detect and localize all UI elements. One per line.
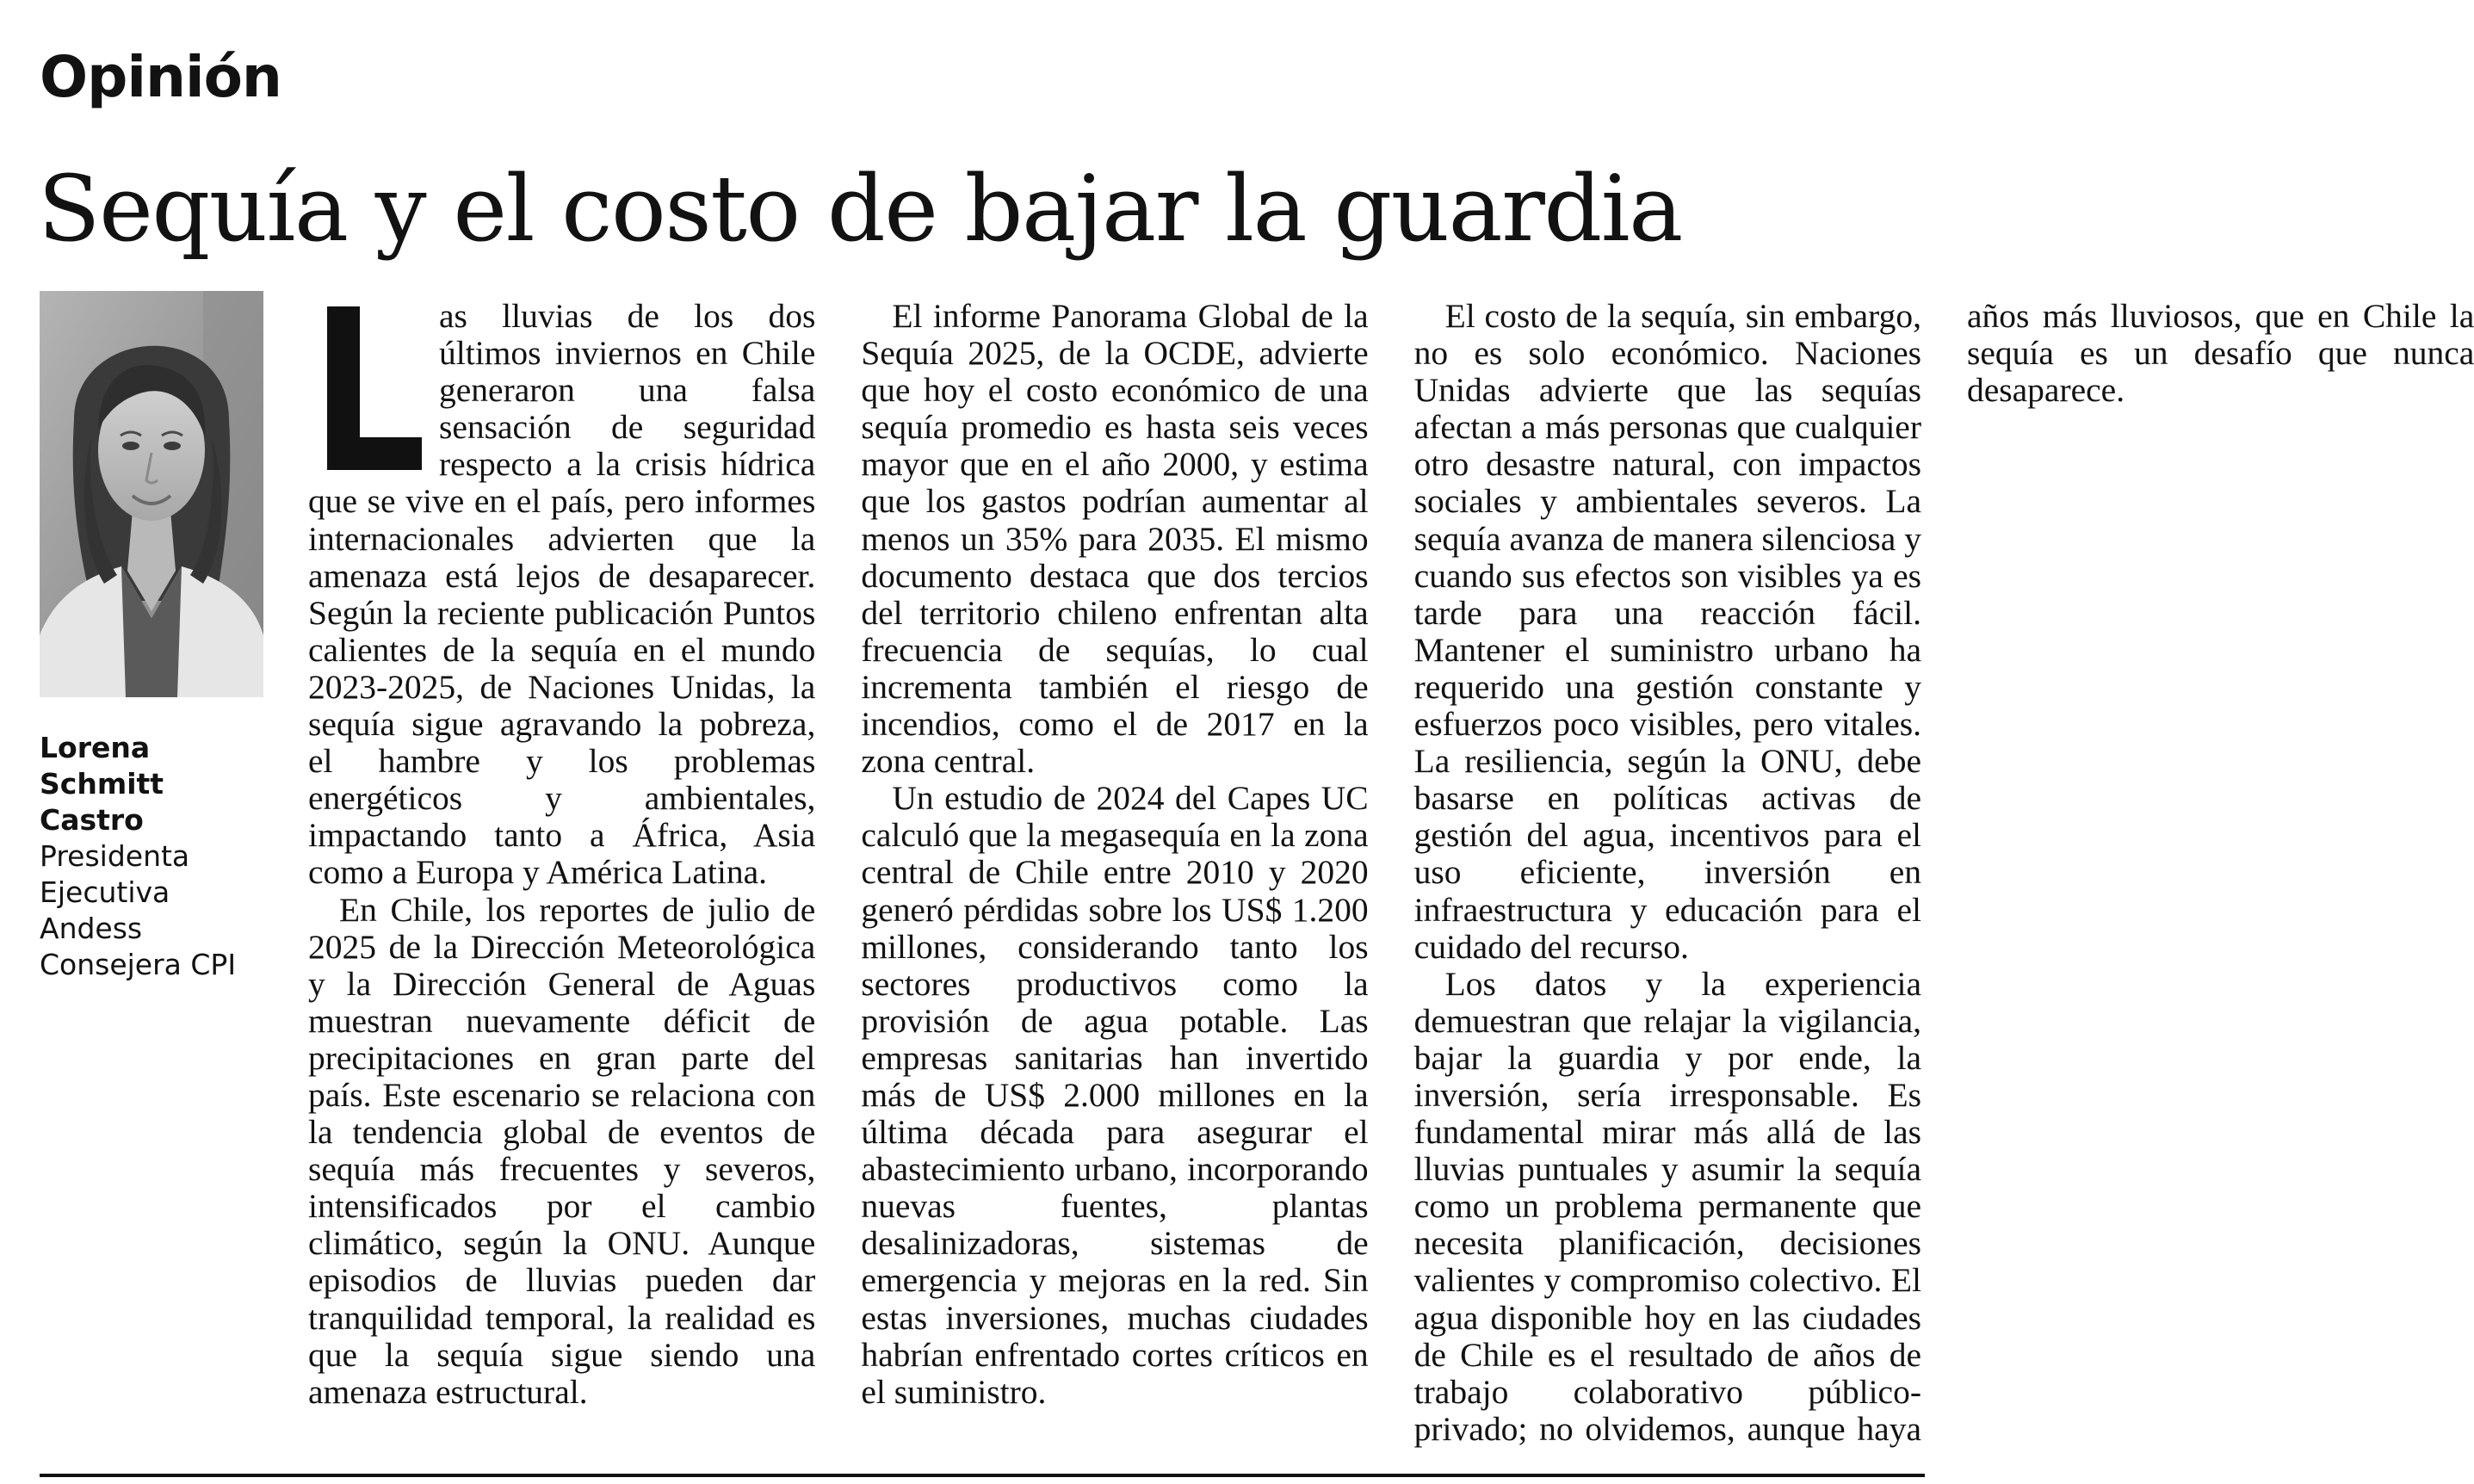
drop-cap-glyph: [327, 306, 422, 470]
article-paragraph: El costo de la sequía, sin embargo, no es solo económico. Naciones Unidas advierte que las sequías afectan a más personas que cualquier otro desastre natural, con impactos sociales y ambientales severos. La sequía avanza de manera silenciosa y cuando sus efectos son visibles ya es tarde para una reacción fácil. Mantener el suministro urbano ha requerido una gestión constante y esfuerzos poco visibles, pero vitales. La resiliencia, según la ONU, debe basarse en políticas activas de gestión del agua, incentivos para el uso eficiente, inversión en infraestructura y educación para el cuidado del recurso.: [1413, 297, 1921, 966]
article-paragraph: as lluvias de los dos últimos inviernos en Chile generaron una falsa sensación de seguridad respecto a la crisis hídrica que se vive en el país, pero informes internacionales advierten que la amenaza está lejos de desaparecer. Según la reciente publicación Puntos calientes de la sequía en el mundo 2023-2025, de Naciones Unidas, la sequía sigue agravando la pobreza, el hambre y los problemas energéticos y ambientales, impactando tanto a África, Asia como a Europa y América Latina.: [308, 297, 816, 892]
drop-cap-letter: [308, 298, 309, 299]
article-paragraph: Un estudio de 2024 del Capes UC calculó que la megasequía en la zona central de Chile entre 2010 y 2020 generó pérdidas sobre los US$ 1.200 millones, considerando tanto los sectores productivos como la provisión de agua potable. Las empresas sanitarias han invertido más de US$ 2.000 millones en la última década para asegurar el abastecimiento urbano, incorporando nuevas fuentes, plantas desalinizadoras, sistemas de emergencia y mejoras en la red. Sin estas inversiones, muchas ciudades habrían enfrentado cortes críticos en el suministro.: [861, 779, 1369, 1411]
author-name-line: Castro: [40, 803, 144, 837]
author-byline: [40, 730, 265, 983]
article-paragraph: En Chile, los reportes de julio de 2025 de la Dirección Meteorológica y la Dirección General de Aguas muestran nuevamente déficit de precipitaciones en gran parte del país. Este escenario se relaciona con la tendencia global de eventos de sequía más frecuentes y severos, intensificados por el cambio climático, según la ONU. Aunque episodios de lluvias pueden dar tranquilidad temporal, la realidad es que la sequía sigue siendo una amenaza estructural.: [308, 890, 816, 1411]
article-body: [308, 297, 2474, 1450]
article-paragraph: Los datos y la experiencia demuestran que relajar la vigilancia, bajar la guardia y por ende, la inversión, sería irresponsable. Es fundamental mirar más allá de las lluvias puntuales y asumir la sequía como un problema permanente que necesita planificación, decisiones valientes y compromiso colectivo. El agua disponible hoy en las ciudades de Chile es el resultado de años de trabajo colaborativo público-privado; no olvidemos, aunque haya años más lluviosos, que en Chile la sequía es un desafío que nunca desaparece.: [1413, 297, 2474, 1448]
author-role-line: Consejera CPI: [40, 948, 237, 981]
author-name-line: Schmitt: [40, 767, 164, 801]
bottom-rule: [40, 1474, 1925, 1477]
section-label: Opinión: [40, 44, 281, 110]
headline: Sequía y el costo de bajar la guardia: [38, 156, 1682, 262]
author-role-line: Ejecutiva: [40, 875, 170, 909]
author-role-line: Andess: [40, 912, 143, 945]
article-paragraph: El informe Panorama Global de la Sequía 2025, de la OCDE, advierte que hoy el costo económico de una sequía promedio es hasta seis veces mayor que en el año 2000, y estima que los gastos podrían aumentar al menos un 35% para 2035. El mismo documento destaca que dos tercios del territorio chileno enfrentan alta frecuencia de sequías, lo cual incrementa también el riesgo de incendios, como el de 2017 en la zona central.: [861, 297, 1369, 781]
author-name-line: Lorena: [40, 731, 151, 764]
author-role-line: Presidenta: [40, 839, 190, 873]
drop-cap: [308, 298, 427, 475]
author-photo: [40, 291, 263, 697]
